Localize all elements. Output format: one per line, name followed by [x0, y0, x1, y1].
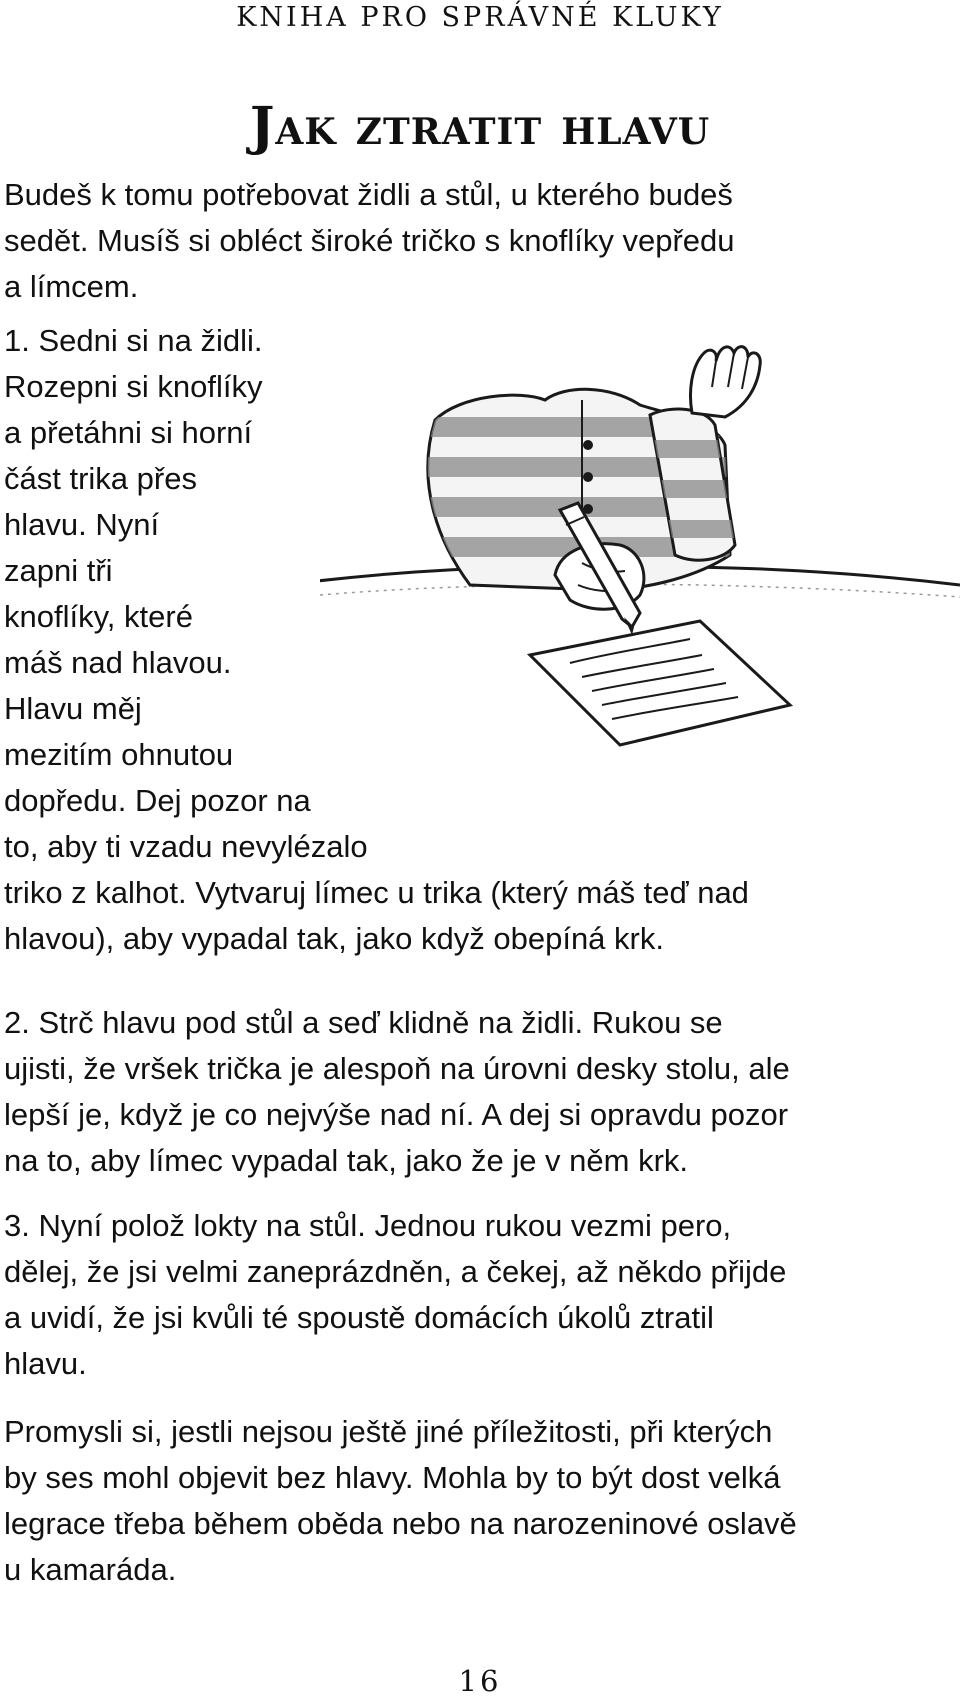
- text-line: na to, aby límec vypadal tak, jako že je v něm krk.: [4, 1143, 689, 1178]
- text-line: dělej, že jsi velmi zaneprázdněn, a čekej, až někdo přijde: [4, 1254, 787, 1289]
- text-line: Rozepni si knoflíky: [4, 369, 263, 404]
- text-line: 2. Strč hlavu pod stůl a seď klidně na židli. Rukou se: [4, 1005, 723, 1040]
- text-line: Promysli si, jestli nejsou ještě jiné příležitosti, při kterých: [4, 1414, 773, 1449]
- text-line: u kamaráda.: [4, 1552, 177, 1587]
- text-line: zapni tři: [4, 553, 113, 588]
- paper-sheet: [530, 621, 790, 745]
- step-2-paragraph: [4, 1000, 954, 1184]
- step-3-paragraph: [4, 1203, 954, 1387]
- page-number: 16: [458, 1664, 502, 1698]
- text-line: to, aby ti vzadu nevylézalo: [4, 829, 368, 864]
- text-line: a uvidí, že jsi kvůli té spoustě domácích úkolů ztratil: [4, 1300, 714, 1335]
- text-line: hlavou), aby vypadal tak, jako když obepíná krk.: [4, 921, 664, 956]
- closing-paragraph: [4, 1409, 954, 1593]
- text-line: lepší je, když je co nejvýše nad ní. A dej si opravdu pozor: [4, 1097, 789, 1132]
- headless-boy-writing-icon: [320, 345, 960, 805]
- text-line: mezitím ohnutou: [4, 737, 234, 772]
- page-title: Jak ztratit hlavu: [249, 96, 711, 157]
- running-head: KNIHA PRO SPRÁVNÉ KLUKY: [236, 2, 724, 33]
- text-line: knoflíky, které: [4, 599, 193, 634]
- text-line: dopředu. Dej pozor na: [4, 783, 311, 818]
- text-line: ujisti, že vršek trička je alespoň na úrovni desky stolu, ale: [4, 1051, 790, 1086]
- text-line: část trika přes: [4, 461, 197, 496]
- text-line: by ses mohl objevit bez hlavy. Mohla by to být dost velká: [4, 1460, 781, 1495]
- text-line: 1. Sedni si na židli.: [4, 323, 263, 358]
- text-line: hlavu. Nyní: [4, 507, 160, 542]
- text-line: hlavu.: [4, 1346, 87, 1381]
- text-line: legrace třeba během oběda nebo na narozeninové oslavě: [4, 1506, 797, 1541]
- text-line: máš nad hlavou.: [4, 645, 232, 680]
- text-line: Hlavu měj: [4, 691, 142, 726]
- text-line: a límcem.: [4, 269, 139, 304]
- text-line: triko z kalhot. Vytvaruj límec u trika (který máš teď nad: [4, 875, 749, 910]
- text-line: sedět. Musíš si obléct široké tričko s knoflíky vepředu: [4, 223, 735, 258]
- raised-hand: [691, 347, 761, 417]
- text-line: Budeš k tomu potřebovat židli a stůl, u kterého budeš: [4, 177, 733, 212]
- text-line: a přetáhni si horní: [4, 415, 253, 450]
- intro-paragraph: [4, 172, 954, 310]
- text-line: 3. Nyní polož lokty na stůl. Jednou rukou vezmi pero,: [4, 1208, 732, 1243]
